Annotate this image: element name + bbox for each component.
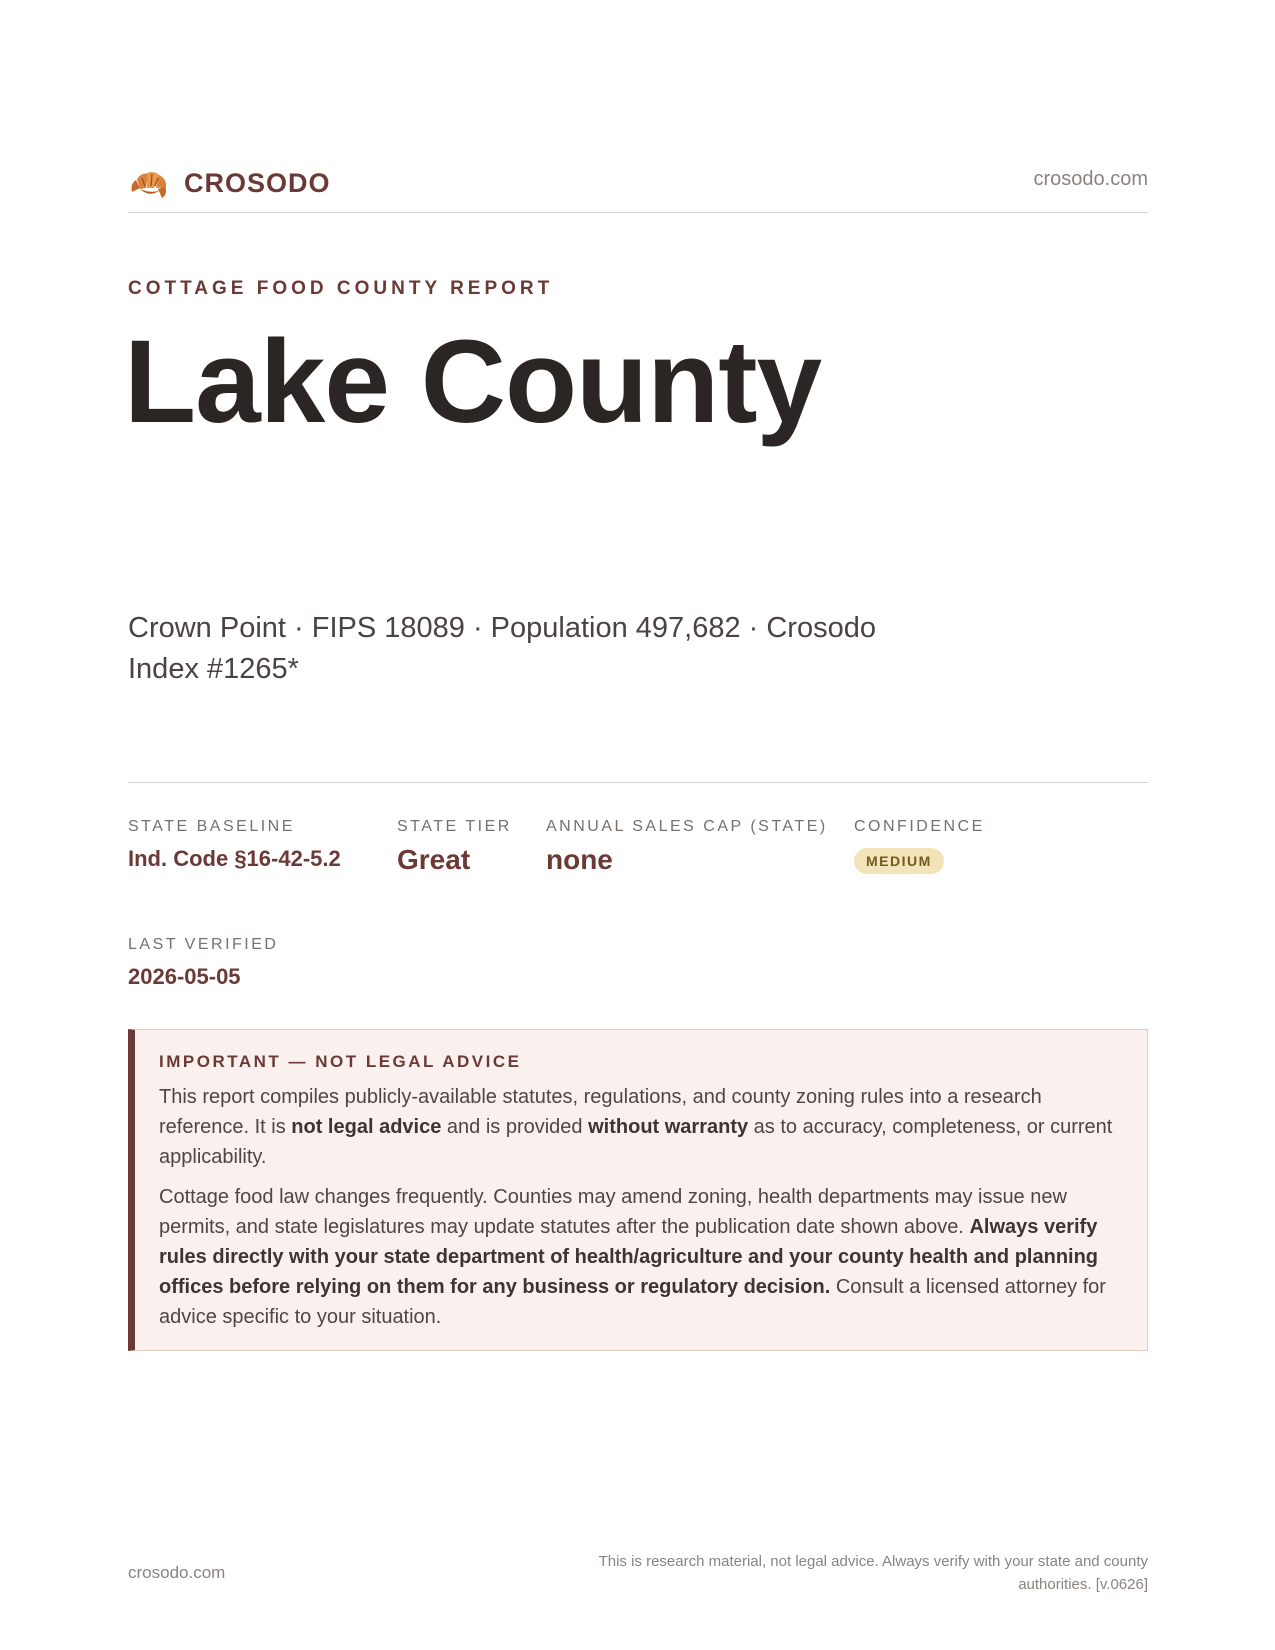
notice-text: as to accuracy, completeness, or current applicability. <box>159 1116 1113 1168</box>
stat-label: ANNUAL SALES CAP (STATE) <box>546 818 828 835</box>
stat-label: STATE TIER <box>397 818 512 835</box>
stat-value: Ind. Code §16-42-5.2 <box>128 846 341 871</box>
legal-notice <box>128 1029 1148 1351</box>
croissant-icon <box>128 162 170 204</box>
report-subtitle: Crown Point · FIPS 18089 · Population 497,682 · Crosodo Index #1265* <box>128 612 876 685</box>
notice-text: and is provided <box>441 1116 589 1138</box>
notice-title: IMPORTANT — NOT LEGAL ADVICE <box>159 1052 522 1071</box>
stat-label: STATE BASELINE <box>128 818 295 835</box>
header-site-url[interactable]: crosodo.com <box>1033 168 1148 190</box>
stat-label: CONFIDENCE <box>854 818 985 835</box>
confidence-badge: MEDIUM <box>854 848 944 874</box>
stat-value: 2026-05-05 <box>128 964 241 989</box>
stat-state-baseline <box>128 818 341 872</box>
page-title: Lake County <box>124 316 822 448</box>
stat-value: Great <box>397 844 471 875</box>
divider <box>128 782 1148 783</box>
notice-paragraph-1 <box>159 1082 1121 1172</box>
brand-name: CROSODO <box>184 167 331 198</box>
notice-emphasis: not legal advice <box>291 1116 442 1138</box>
stat-sales-cap <box>546 818 828 876</box>
stat-label: LAST VERIFIED <box>128 936 279 953</box>
notice-text: This report compiles publicly-available statutes, regulations, and county zoning rules into a research reference. It is <box>159 1086 1042 1138</box>
stat-confidence <box>854 818 985 874</box>
brand <box>128 162 331 204</box>
notice-text: Cottage food law changes frequently. Counties may amend zoning, health departments may issue new permits, and state legislatures may update statutes after the publication date shown above. <box>159 1186 1067 1238</box>
notice-emphasis: without warranty <box>588 1116 749 1138</box>
page-header <box>128 156 1148 213</box>
report-kicker: COTTAGE FOOD COUNTY REPORT <box>128 278 554 299</box>
report-page <box>124 0 1148 1650</box>
stat-value: none <box>546 844 613 875</box>
notice-paragraph-2 <box>159 1182 1121 1332</box>
footer-disclaimer: This is research material, not legal advice. Always verify with your state and county authorities. [v.0626] <box>598 1553 1148 1593</box>
notice-emphasis: Always verify rules directly with your state department of health/agriculture and your county health and planning offices before relying on them for any business or regulatory decision. <box>159 1216 1099 1298</box>
stat-state-tier <box>397 818 512 876</box>
stat-last-verified <box>128 936 278 990</box>
footer-site-url[interactable]: crosodo.com <box>128 1563 226 1582</box>
notice-text: Consult a licensed attorney for advice specific to your situation. <box>159 1276 1106 1328</box>
